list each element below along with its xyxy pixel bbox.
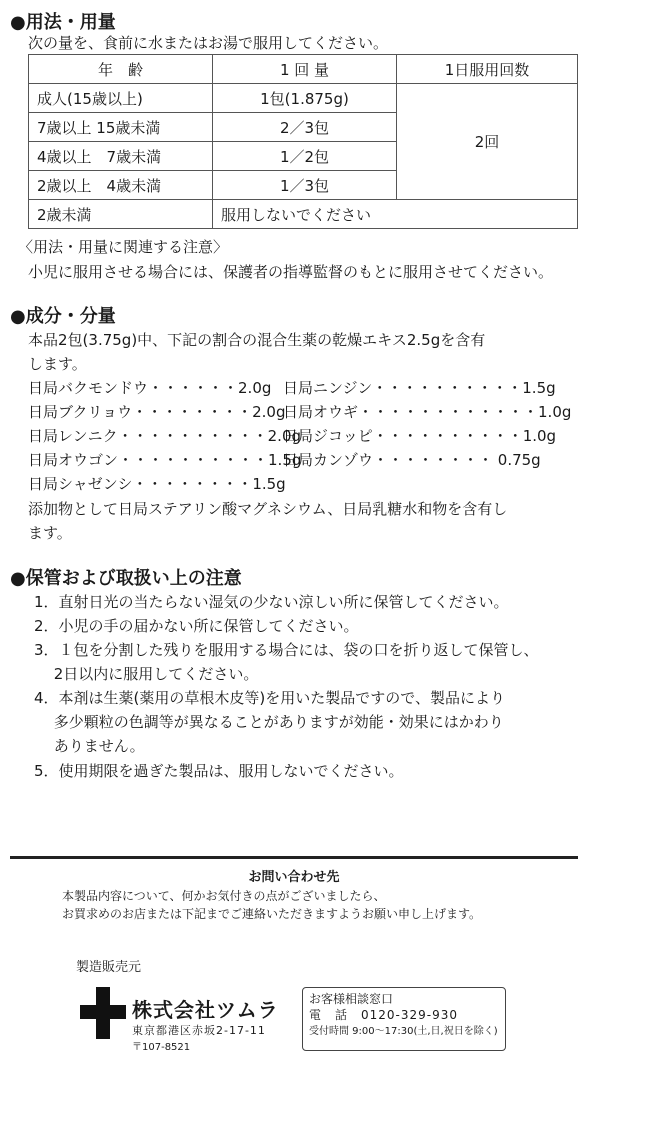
ingredient-item: 日局バクモンドウ・・・・・・2.0g bbox=[28, 379, 272, 397]
usage-note-title: 〈用法・用量に関連する注意〉 bbox=[18, 238, 229, 256]
maker-label: 製造販売元 bbox=[76, 960, 142, 975]
header-times: 1日服用回数 bbox=[397, 55, 578, 84]
storage-item: ありません。 bbox=[34, 737, 145, 755]
table-header-row bbox=[29, 55, 578, 84]
storage-heading: ●保管および取扱い上の注意 bbox=[10, 568, 242, 589]
ingredient-item: 日局オウギ・・・・・・・・・・・・1.0g bbox=[283, 403, 572, 421]
storage-item: 多少顆粒の色調等が異なることがありますが効能・効果にはかわり bbox=[34, 713, 504, 731]
ingredients-intro-2: します。 bbox=[28, 355, 87, 373]
contact-line-2: お買求めのお店または下記までご連絡いただきますようお願い申し上げます。 bbox=[62, 907, 482, 921]
divider-rule bbox=[10, 856, 578, 859]
header-dose: 1 回 量 bbox=[213, 55, 397, 84]
ingredient-item: 日局レンニク・・・・・・・・・・2.0g bbox=[28, 427, 302, 445]
support-hours: 受付時間 9:00～17:30(土,日,祝日を除く) bbox=[309, 1026, 498, 1037]
ingredient-item: 日局シャゼンシ・・・・・・・・1.5g bbox=[28, 475, 286, 493]
age-cell: 成人(15歳以上) bbox=[29, 84, 213, 113]
contact-line-1: 本製品内容について、何かお気付きの点がございましたら、 bbox=[62, 889, 386, 903]
dose-cell: 1／2包 bbox=[213, 142, 397, 171]
usage-heading: ●用法・用量 bbox=[10, 12, 116, 33]
age-cell: 7歳以上 15歳未満 bbox=[29, 113, 213, 142]
support-title: お客様相談窓口 bbox=[309, 992, 394, 1006]
additive-line-2: ます。 bbox=[28, 524, 72, 542]
dose-cell: 1包(1.875g) bbox=[213, 84, 397, 113]
company-address: 東京都港区赤坂2-17-11 bbox=[132, 1024, 266, 1037]
ingredient-item: 日局ブクリョウ・・・・・・・・2.0g bbox=[28, 403, 286, 421]
storage-item: 4．本剤は生薬(薬用の草根木皮等)を用いた製品ですので、製品により bbox=[34, 689, 505, 707]
dosage-table bbox=[28, 54, 578, 229]
ingredient-item: 日局ジコッピ・・・・・・・・・・1.0g bbox=[283, 427, 557, 445]
ingredients-intro-1: 本品2包(3.75g)中、下記の割合の混合生薬の乾燥エキス2.5gを含有 bbox=[28, 331, 486, 349]
dose-cell: 1／3包 bbox=[213, 171, 397, 200]
ingredients-heading: ●成分・分量 bbox=[10, 306, 116, 327]
contact-title: お問い合わせ先 bbox=[248, 870, 340, 885]
ingredient-item: 日局オウゴン・・・・・・・・・・1.5g bbox=[28, 451, 302, 469]
dose-cell: 2／3包 bbox=[213, 113, 397, 142]
additive-line-1: 添加物として日局ステアリン酸マグネシウム、日局乳糖水和物を含有し bbox=[28, 500, 508, 518]
storage-item: 1．直射日光の当たらない湿気の少ない涼しい所に保管してください。 bbox=[34, 593, 509, 611]
support-phone: 電 話 0120-329-930 bbox=[309, 1008, 459, 1022]
table-row bbox=[29, 200, 578, 229]
age-cell: 2歳以上 4歳未満 bbox=[29, 171, 213, 200]
header-age: 年 齢 bbox=[29, 55, 213, 84]
storage-item: 2．小児の手の届かない所に保管してください。 bbox=[34, 617, 359, 635]
storage-item: 2日以内に服用してください。 bbox=[34, 665, 259, 683]
usage-intro: 次の量を、食前に水またはお湯で服用してください。 bbox=[28, 34, 389, 52]
ingredient-item: 日局カンゾウ・・・・・・・・ 0.75g bbox=[283, 451, 541, 469]
storage-item: 5．使用期限を過ぎた製品は、服用しないでください。 bbox=[34, 762, 404, 780]
dose-cell: 服用しないでください bbox=[213, 200, 578, 229]
ingredient-item: 日局ニンジン・・・・・・・・・・1.5g bbox=[283, 379, 556, 397]
age-cell: 2歳未満 bbox=[29, 200, 213, 229]
company-name: 株式会社ツムラ bbox=[132, 998, 279, 1022]
times-cell: 2回 bbox=[397, 84, 578, 200]
age-cell: 4歳以上 7歳未満 bbox=[29, 142, 213, 171]
table-row bbox=[29, 84, 578, 113]
company-postal: 〒107-8521 bbox=[132, 1042, 191, 1053]
usage-note-text: 小児に服用させる場合には、保護者の指導監督のもとに服用させてください。 bbox=[28, 263, 554, 281]
storage-item: 3．１包を分割した残りを服用する場合には、袋の口を折り返して保管し、 bbox=[34, 641, 539, 659]
